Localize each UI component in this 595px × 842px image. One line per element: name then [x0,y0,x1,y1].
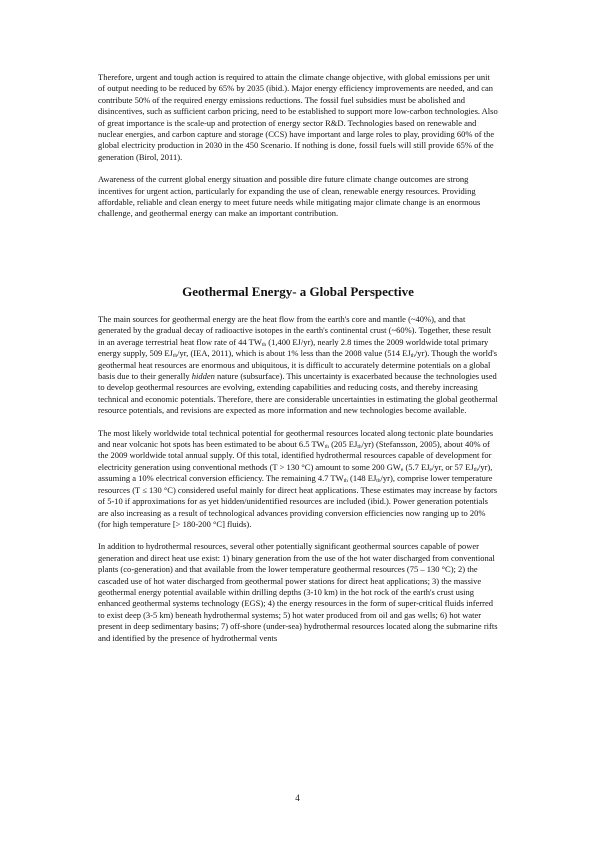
section-body [98,314,498,655]
section-paragraph-1: The main sources for geothermal energy are the heat flow from the earth's core and mantle (~40%), and that generated by the gradual decay of radioactive isotopes in the earth's continental crust (~60%). Together, these result in an average terrestrial heat flow rate of 44 $TW_{th}$ (1,400 EJ/yr), nearly 2.8 times the 2009 worldwide total primary energy supply, 509 $EJ_{th}/yr$, (IEA, 2011), which is about 1% less than the 2008 value (514 $EJ_{th}/yr$). Though the world's geothermal heat resources are enormous and ubiquitous, it is difficult to accurately determine potentials on a global basis due to their generally hidden nature (subsurface). This uncertainty is exacerbated because the technologies used to develop geothermal resources are evolving, extending capabilities and reducing costs, and thereby increasing technical and economic potentials. Therefore, there are considerable uncertainties in estimating the global geothermal resource potentials, and revisions are expected as more information and new technologies become available. [98,314,498,416]
section-paragraph-3: In addition to hydrothermal resources, several other potentially significant geothermal sources capable of power generation and direct heat use exist: 1) binary generation from the use of the hot water discharged from conventional plants (co-generation) and that available from the lower temperature geothermal resources (75 – 130 °C); 2) the cascaded use of hot water discharged from geothermal power stations for direct heat applications; 3) the massive geothermal energy potential available within drilling depths (3-10 km) in the hot rock of the earth's crust using enhanced geothermal systems technology (EGS); 4) the energy resources in the form of super-critical fluids inferred to exist deep (3-5 km) beneath hydrothermal systems; 5) hot water produced from oil and gas wells; 6) hot water present in deep sedimentary basins; 7) off-shore (under-sea) hydrothermal resources located along the submarine rifts and identified by the presence of hydrothermal vents [98,541,498,643]
section-paragraph-2: The most likely worldwide total technical potential for geothermal resources located along tectonic plate boundaries and near volcanic hot spots has been estimated to be about 6.5 $TW_{th}$ (205 $EJ_{th}/yr$) (Stefansson, 2005), about 40% of the 2009 worldwide total annual supply. Of this total, identified hydrothermal resources capable of development for electricity generation using conventional methods (T > 130 °C) amount to some 200 $GW_e$ (5.7 $EJ_e/yr$, or 57 $EJ_{th}/yr$), assuming a 10% electrical conversion efficiency. The remaining 4.7 $TW_{th}$ (148 $EJ_{th}/yr$), comprise lower temperature resources (T ≤ 130 °C) considered useful mainly for direct heat applications. These estimates may increase by factors of 5-10 if approximations for as yet hidden/unidentified resources are included (ibid.). Power generation potentials are also increasing as a result of technological advances providing conversion efficiencies now ranging up to 20% (for high temperature [> 180-200 °C] fluids). [98,427,498,529]
section-heading: Geothermal Energy- a Global Perspective [182,284,414,299]
page-number: 4 [295,793,300,803]
intro-section [98,72,498,231]
intro-paragraph-1: Therefore, urgent and tough action is required to attain the climate change objective, with global emissions per unit of output needing to be reduced by 65% by 2035 (ibid.). Major energy efficiency improvements are needed, and can contribute 50% of the required energy emissions reductions. The fossil fuel subsidies must be abolished and disincentives, such as sufficient carbon pricing, need to be established to support more low-carbon technologies. Also of great importance is the scale-up and protection of energy sector R&D. Technologies based on renewable and nuclear energies, and carbon capture and storage (CCS) have important and large roles to play, providing 60% of the global electricity production in 2030 in the 450 Scenario. If nothing is done, fossil fuels will still provide 65% of the generation (Birol, 2011). [98,72,498,162]
intro-paragraph-2: Awareness of the current global energy situation and possible dire future climate change outcomes are strong incentives for urgent action, particularly for expanding the use of clean, renewable energy resources. Providing affordable, reliable and clean energy to meet future needs while mitigating major climate change is an enormous challenge, and geothermal energy can make an important contribution. [98,174,481,219]
